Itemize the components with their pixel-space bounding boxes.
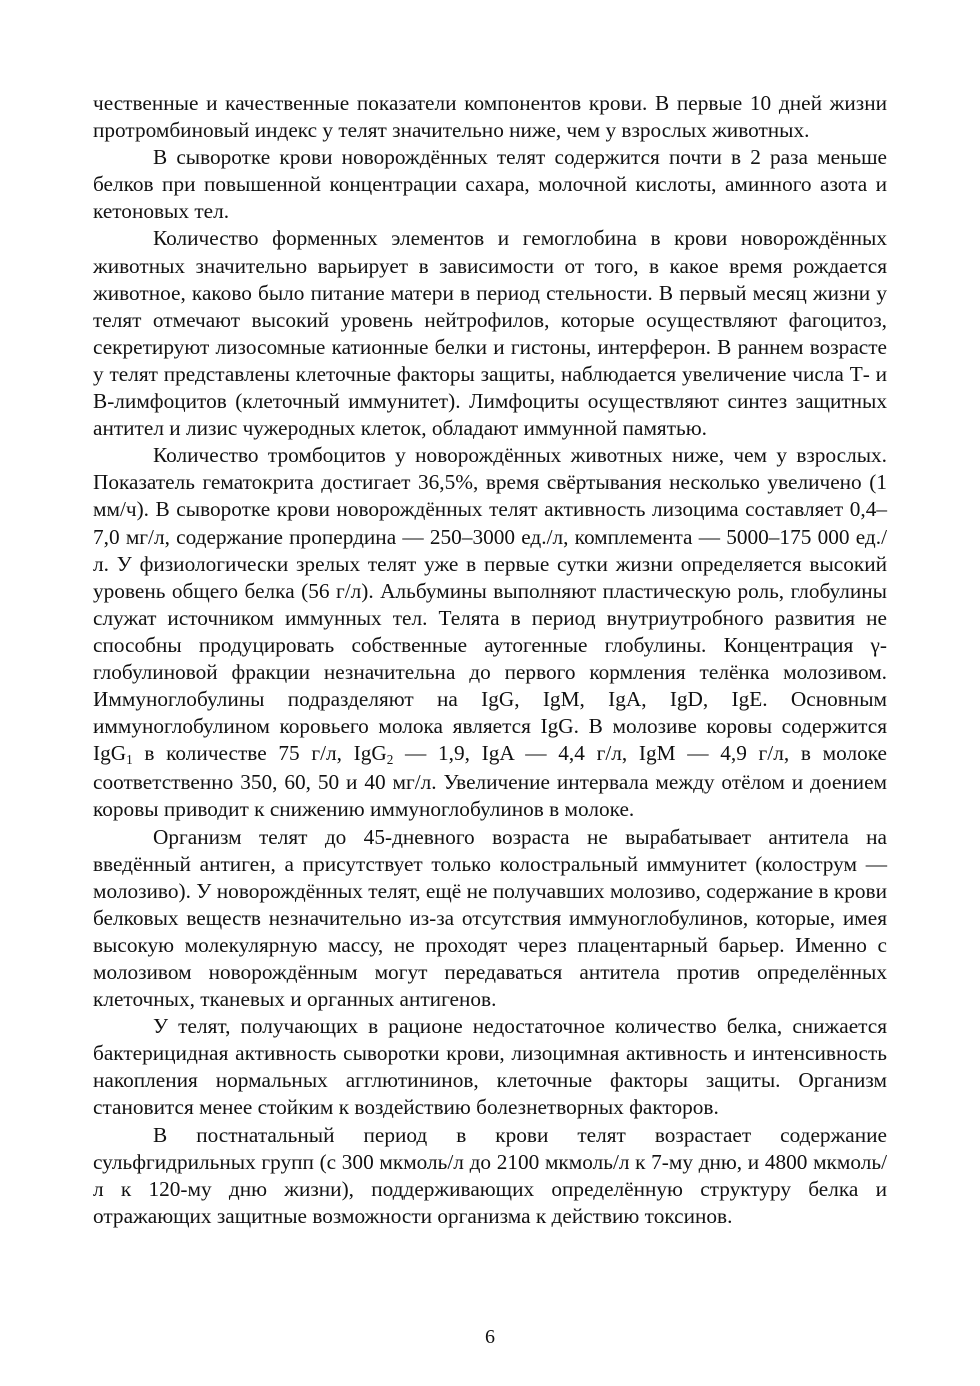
paragraph-6 [93, 1013, 887, 1121]
paragraph-4-text-c: — 1,9, IgA — 4,4 г/л, IgM — 4,9 г/л, в молоке соответственно 350, 60, 50 и 40 мг/л. Увеличение интервала между отёлом и доением коровы приводит к снижению иммуноглобулинов в молоке. [93, 741, 887, 822]
page-number: 6 [485, 1326, 495, 1348]
paragraph-1 [93, 90, 887, 144]
paragraph-4-text-a: Количество тромбоцитов у новорождённых животных ниже, чем у взрослых. Показатель гематокрита достигает 36,5%, время свёртывания несколько увеличено (1 мм/ч). В сыворотке крови новорождённых телят активность лизоцима составляет 0,4–7,0 мг/л, содержание пропердина — 250–3000 ед./л, комплемента — 5000–175 000 ед./л. У физиологически зрелых телят уже в первые сутки жизни определяется высокий уровень общего белка (56 г/л). Альбумины выполняют пластическую роль, глобулины служат источником иммунных тел. Телята в период внутриутробного развития не способны продуцировать собственные аутогенные глобулины. Концентрация γ-глобулиновой фракции незначительна до первого кормления телёнка молозивом. Иммуноглобулины подразделяют на IgG, IgM, IgA, IgD, IgE. Основным иммуноглобулином коровьего молока является IgG. В молозиве коровы содержится IgG [93, 443, 887, 766]
paragraph-3 [93, 225, 887, 442]
paragraph-6-text: У телят, получающих в рационе недостаточное количество белка, снижается бактерицидная активность сыворотки крови, лизоцимная активность и интенсивность накопления нормальных агглютининов, клеточные факторы защиты. Организм становится менее стойким к воздействию болезнетворных факторов. [93, 1014, 887, 1120]
paragraph-7 [93, 1122, 887, 1230]
paragraph-2-text: В сыворотке крови новорождённых телят содержится почти в 2 раза меньше белков при повышенной концентрации сахара, молочной кислоты, аминного азота и кетоновых тел. [93, 145, 887, 224]
subscript-igg2: 2 [386, 751, 394, 767]
paragraph-1-text: чественные и качественные показатели компонентов крови. В первые 10 дней жизни протромбиновый индекс у телят значительно ниже, чем у взрослых животных. [93, 91, 887, 143]
paragraph-2 [93, 144, 887, 225]
subscript-igg1: 1 [126, 751, 133, 767]
paragraph-4 [93, 442, 887, 823]
paragraph-5-text: Организм телят до 45-дневного возраста не вырабатывает антитела на введённый антиген, а присутствует только колостральный иммунитет (колострум — молозиво). У новорождённых телят, ещё не получавших молозиво, содержание в крови белковых веществ незначительно из-за отсутствия иммуноглобулинов, которые, имея высокую молекулярную массу, не проходят через плацентарный барьер. Именно с молозивом новорождённым могут передаваться антитела против определённых клеточных, тканевых и органных антигенов. [93, 824, 887, 1012]
document-page [93, 90, 887, 1230]
paragraph-7-text: В постнатальный период в крови телят возрастает содержание сульфгидрильных групп (с 300 мкмоль/л до 2100 мкмоль/л к 7-му дню, и 4800 мкмоль/л к 120-му дню жизни), поддерживающих определённую структуру белка и отражающих защитные возможности организма к действию токсинов. [93, 1122, 887, 1228]
paragraph-3-text: Количество форменных элементов и гемоглобина в крови новорождённых животных значительно варьирует в зависимости от того, в какое время рождается животное, каково было питание матери в период стельности. В первый месяц жизни у телят отмечают высокий уровень нейтрофилов, которые осуществляют фагоцитоз, секретируют лизосомные катионные белки и гистоны, интерферон. В раннем возрасте у телят представлены клеточные факторы защиты, наблюдается увеличение числа Т- и В-лимфоцитов (клеточный иммунитет). Лимфоциты осуществляют синтез защитных антител и лизис чужеродных клеток, обладают иммунной памятью. [93, 226, 887, 441]
paragraph-5 [93, 824, 887, 1014]
paragraph-4-text-b: в количестве 75 г/л, IgG [132, 741, 387, 766]
